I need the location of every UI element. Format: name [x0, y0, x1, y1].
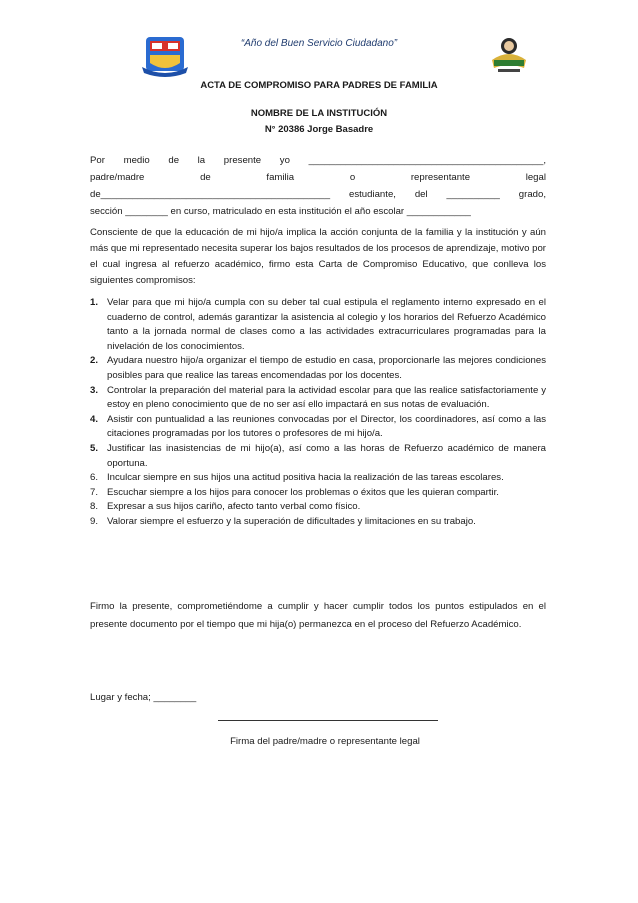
item-number: 5.	[90, 442, 99, 454]
item-number: 4.	[90, 413, 99, 425]
list-item	[90, 384, 546, 413]
item-text: Expresar a sus hijos cariño, afecto tanto verbal como físico.	[107, 501, 361, 513]
intro-line-2: padre/madre de familia o representante legal	[90, 172, 546, 183]
item-text: Asistir con puntualidad a las reuniones convocadas por el Director, los coordinadores, así como a las citaciones programadas por los tutores o profesores de mi hijo/a.	[107, 413, 546, 440]
commitments-list	[90, 296, 546, 530]
closing-paragraph: Firmo la presente, comprometiéndome a cumplir y hacer cumplir todos los puntos estipulados en el presente documento por el tiempo que mi hija(o) permanezca en el proceso del Refuerzo Académico.	[90, 601, 546, 630]
institution-name: N° 20386 Jorge Basadre	[264, 124, 374, 135]
list-item	[90, 354, 546, 383]
document-title: ACTA DE COMPROMISO PARA PADRES DE FAMILIA	[200, 80, 438, 91]
item-number: 8.	[90, 501, 99, 513]
list-item	[90, 500, 546, 515]
item-text: Inculcar siempre en sus hijos una actitud positiva hacia la realización de las tareas escolares.	[107, 472, 504, 484]
item-number: 1.	[90, 297, 99, 308]
intro-line-1: Por medio de la presente yo ____________________________________________,	[90, 155, 546, 166]
list-item	[90, 413, 546, 442]
list-item	[90, 515, 546, 530]
item-text: Ayudara nuestro hijo/a organizar el tiempo de estudio en casa, proporcionarle las mejores condiciones posibles para que realice las tareas encomendadas por los docentes.	[107, 355, 546, 381]
item-number: 7.	[90, 486, 99, 498]
list-item	[90, 486, 546, 501]
item-number: 2.	[90, 355, 99, 367]
signature-line	[218, 720, 438, 721]
place-date-field: Lugar y fecha; ________	[90, 692, 197, 703]
item-text: Controlar la preparación del material para la actividad escolar para que las realice satisfactoriamente y estoy en pleno conocimiento que de no ser así ello impactará en sus notas de evaluación.	[107, 384, 546, 411]
intro-line-4: sección ________ en curso, matriculado en esta institución el año escolar ____________	[90, 206, 471, 217]
institution-label: NOMBRE DE LA INSTITUCIÓN	[250, 108, 388, 119]
item-text: Velar para que mi hijo/a cumpla con su deber tal cual estipula el reglamento interno expresado en el cuaderno de control, además garantizar la asistencia al colegio y los horarios del Refuerzo Académico tanto a la jornada normal de clases como a las actividades extracurriculares programadas para la nivelación de los conocimientos.	[107, 297, 546, 352]
signature-label: Firma del padre/madre o representante legal	[230, 736, 420, 747]
institution-block	[0, 106, 638, 138]
list-item	[90, 471, 546, 486]
motto-text: “Año del Buen Servicio Ciudadano”	[240, 38, 398, 49]
item-text: Justificar las inasistencias de mi hijo(a), así como a las horas de Refuerzo académico de manera oportuna.	[107, 442, 546, 469]
context-paragraph: Consciente de que la educación de mi hijo/a implica la acción conjunta de la familia y la institución y aún más que mi representado necesita superar los bajos resultados de los procesos de aprendizaje, motivo por el cual ingresa al refuerzo académico, firmo esta Carta de Compromiso Educativo, que conlleva los siguientes compromisos:	[90, 227, 546, 286]
item-number: 6.	[90, 472, 99, 484]
item-text: Valorar siempre el esfuerzo y la superación de dificultades y limitaciones en su trabajo.	[107, 515, 476, 527]
item-text: Escuchar siempre a los hijos para conocer los problemas o éxitos que les quieran compartir.	[107, 486, 499, 498]
item-number: 3.	[90, 384, 99, 396]
intro-paragraph	[90, 152, 546, 220]
item-number: 9.	[90, 515, 99, 527]
intro-line-3: de___________________________________________ estudiante, del __________ grado,	[90, 189, 546, 200]
institution-emblem-icon	[488, 34, 530, 74]
list-item	[90, 296, 546, 354]
list-item	[90, 442, 546, 471]
